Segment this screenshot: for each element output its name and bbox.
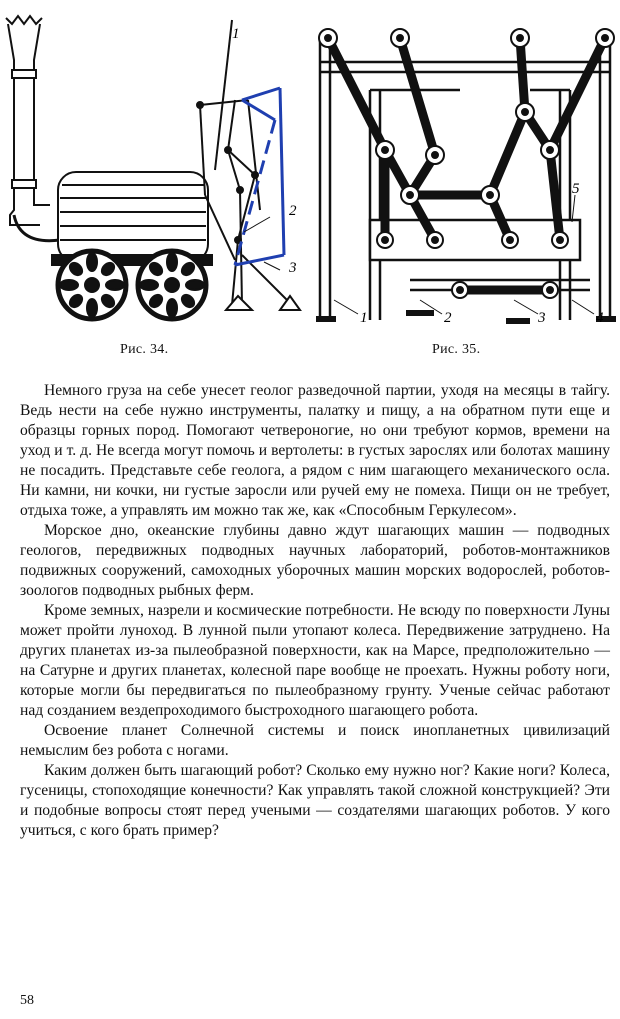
paragraph-1: Немного груза на себе унесет геолог разведочной партии, уходя на месяцы в тайгу. Ведь нести на себе нужно инструменты, палатку и пищу, а на обратном пути еще и образцы горных пород. Помогают четвероногие, но они требуют кормов, времени на уход и т. д. Не всегда могут помочь и вертолеты: в густых зарослях или болотах машину не посадить. Представьте себе геолога, а рядом с ним шагающего механического осла. Ни камни, ни кочки, ни густые заросли или ручей ему не помеха. Пищи он не требует, отдыха тоже, а управлять им можно так же, как «Способным Геркулесом». [20, 382, 610, 519]
paragraph-4: Освоение планет Солнечной системы и поиск инопланетных цивилизаций немыслим без робота с ногами. [20, 722, 610, 759]
paragraph-5: Каким должен быть шагающий робот? Сколько ему нужно ног? Какие ноги? Колеса, гусеницы, стопоходящие конечности? Как управлять такой сложной конструкцией? Эти и подобные вопросы стоят перед учеными — создателями шагающих роботов. У кого учиться, с кого брать пример? [20, 762, 610, 839]
figure-35-walking-linkage [310, 0, 620, 330]
figure-35-caption: Рис. 35. [432, 342, 481, 357]
chimney-drawing [6, 16, 60, 241]
paragraph-2: Морское дно, океанские глубины давно ждут шагающих машин — подводных геологов, передвижных подводных научных лабораторий, роботов-монтажников подвижных сооружений, самоходных уборочных машин морских водорослей, роботов-зоологов подводных рыбных ферм. [20, 522, 610, 599]
wheel-right [138, 251, 206, 319]
callout-4: 4 [596, 310, 604, 326]
callout-5: 5 [572, 181, 580, 197]
callout-3: 3 [289, 260, 297, 276]
paragraph-3: Кроме земных, назрели и космические потребности. Не всюду по поверхности Луны может пройти луноход. В лунной пыли утопают колеса. Передвижение затруднено. На других планетах из-за пылеобразной поверхности, как на Марсе, предположительно — на Сатурне и других планетах, колесной паре вообще не проехать. Нужны роботу ноги, которые могли бы передвигаться по пылеобразному грунту. Ученые сейчас работают над созданием вездепроходимого быстроходного шагающего робота. [20, 602, 610, 719]
blue-leg-trajectory [235, 88, 284, 265]
body-plate [370, 220, 580, 260]
wheel-left [58, 251, 126, 319]
figures-area [0, 0, 620, 330]
page-number: 58 [20, 993, 34, 1008]
callout-1: 1 [360, 310, 368, 326]
callout-2: 2 [444, 310, 452, 326]
figure-34-walking-steam-machine [0, 0, 310, 330]
callout-3: 3 [538, 310, 546, 326]
leg-mechanism [197, 20, 300, 310]
body-text [20, 381, 610, 841]
outer-frame [320, 40, 610, 320]
callout-1: 1 [232, 26, 240, 42]
boiler-drawing [52, 172, 212, 265]
callout-2: 2 [289, 203, 297, 219]
figure-34-caption: Рис. 34. [120, 342, 169, 357]
